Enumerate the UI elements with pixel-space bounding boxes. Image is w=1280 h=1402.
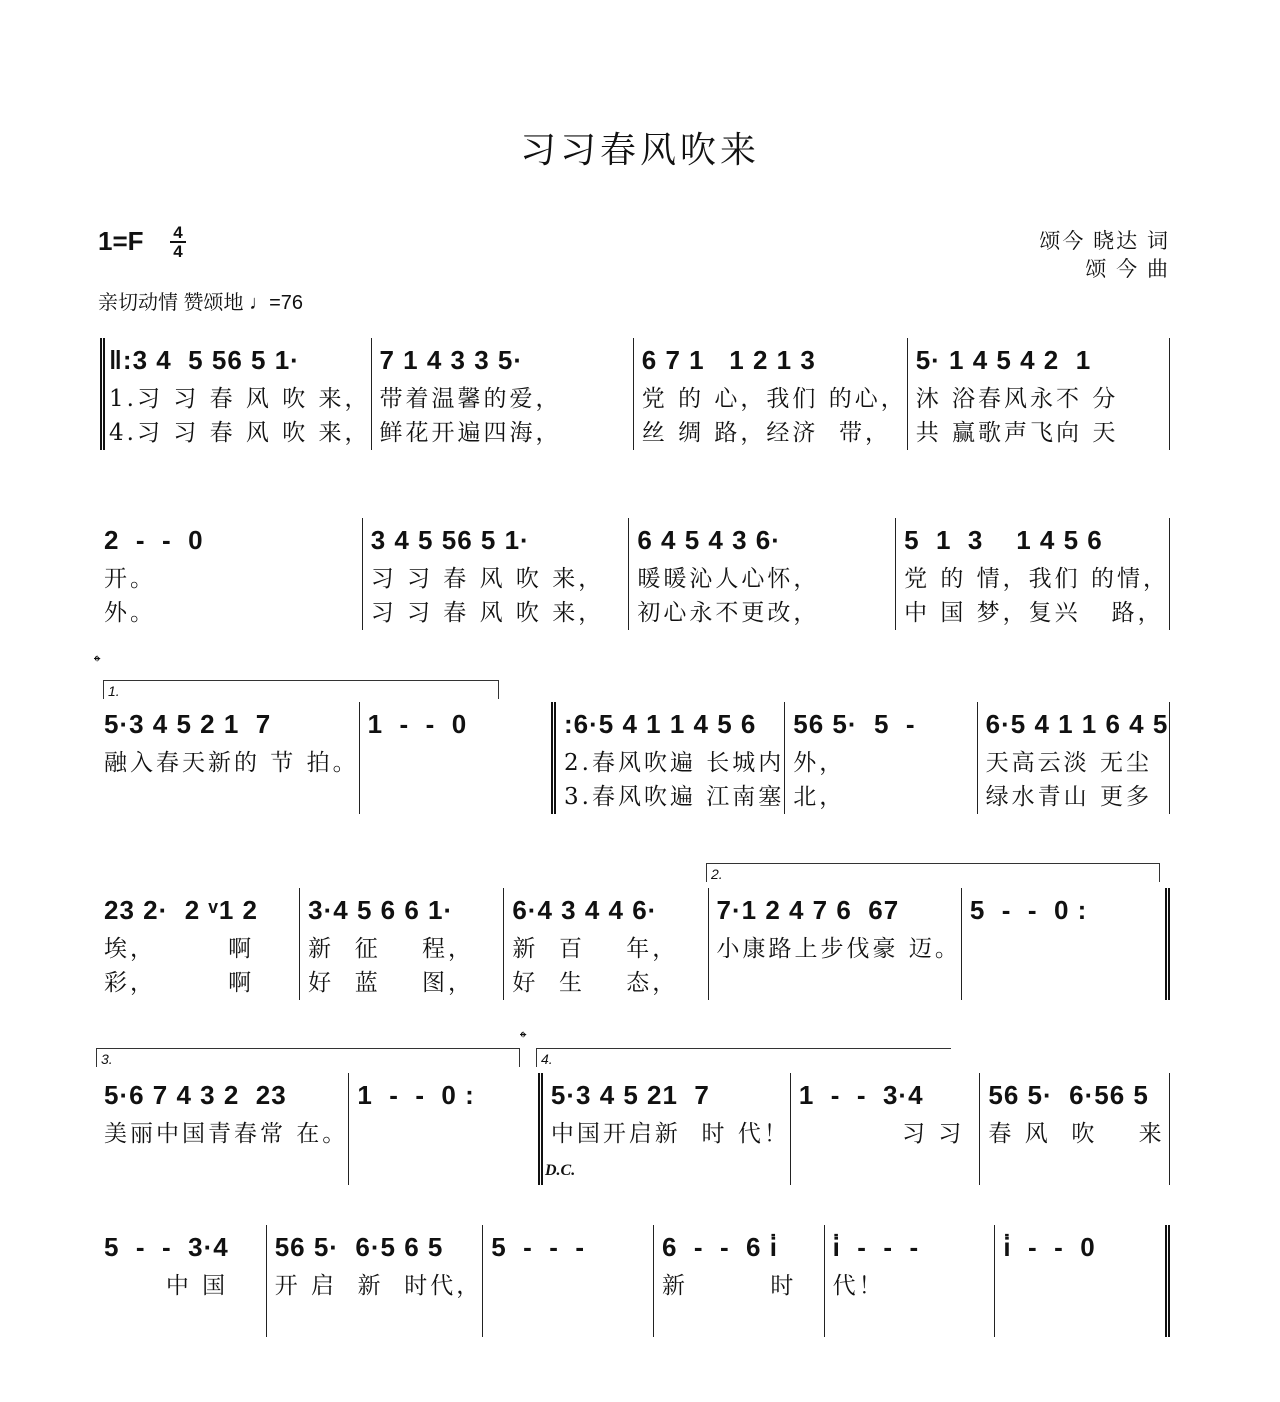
lyric-line-2: [717, 966, 961, 1000]
lyric-line-1: 新 百 年，: [512, 936, 679, 962]
score-system: [100, 518, 1170, 630]
measure: [503, 888, 707, 1000]
measure-notes: 3·4 5 6 6 1·: [308, 895, 454, 925]
lyric-line-1: 春 风 吹 来: [988, 1121, 1165, 1147]
measure: [100, 1073, 348, 1185]
measure: [628, 518, 895, 630]
measure: [359, 702, 551, 814]
measure-notes: 6 - - 6 i̇: [661, 1232, 778, 1262]
score-system: [100, 702, 1170, 814]
coda-sign-icon-2: 𝄌: [520, 1028, 527, 1048]
measure: [977, 702, 1170, 814]
volta-1: 1.: [103, 680, 499, 699]
measure-notes: 3 4 5 56 5 1·: [370, 525, 530, 555]
lyric-line-1: [1003, 1269, 1165, 1303]
lyric-line-1: 党 的 心，我们 的心，: [641, 386, 907, 412]
measure-notes: 1 - - 3·4: [798, 1080, 924, 1110]
measure-notes: 1 - - 0: [367, 709, 468, 739]
measure-notes: 23 2· 2 ᵛ1 2: [104, 895, 258, 925]
lyric-line-2: [662, 1303, 824, 1337]
lyric-line-2: 4.习 习 春 风 吹 来，: [109, 420, 371, 446]
measure: [790, 1073, 980, 1185]
measure: [100, 702, 359, 814]
measure-notes: 5·6 7 4 3 2 23: [104, 1080, 287, 1110]
lyric-line-1: 埃， 啊: [104, 936, 255, 962]
lyric-line-1: [970, 932, 1165, 966]
lyric-line-1: 暖暖沁人心怀，: [637, 566, 820, 592]
measure-notes: 56 5· 6·5 6 5: [274, 1232, 444, 1262]
lyric-line-1: 开 启 新 时代，: [274, 1273, 483, 1299]
measure-notes: 5 - - 0 :: [969, 895, 1088, 925]
measure: [784, 702, 976, 814]
score-system: [100, 1225, 1170, 1337]
measure-notes: 6 7 1 1 2 1 3: [641, 345, 816, 375]
credits: [1039, 228, 1170, 284]
da-capo-mark: D.C.: [545, 1162, 576, 1179]
key-signature: 1=F: [98, 226, 144, 256]
measure: [551, 702, 784, 814]
lyric-line-1: 小康路上步伐豪 迈。: [716, 936, 961, 962]
measure: [100, 1225, 266, 1337]
lyric-line-2: [551, 1151, 790, 1185]
measure-notes: 56 5· 6·56 5: [988, 1080, 1149, 1110]
measure-notes: 2 - - 0: [104, 525, 204, 555]
lyric-line-1: 外，: [793, 750, 846, 776]
measure-notes: 6 4 5 4 3 6·: [637, 525, 781, 555]
lyric-line-1: 美丽中国青春常 在。: [104, 1121, 349, 1147]
measure: [100, 888, 299, 1000]
measure: [895, 518, 1170, 630]
volta-3: 3.: [96, 1048, 520, 1067]
lyric-line-2: 绿水青山 更多: [985, 784, 1152, 810]
lyric-line-2: 外。: [104, 600, 156, 626]
measure: [371, 338, 633, 450]
lyric-line-2: 3.春风吹遍 江南塞: [564, 784, 785, 810]
lyric-line-2: 习 习 春 风 吹 来，: [370, 600, 605, 626]
lyric-line-2: [104, 1303, 266, 1337]
measure-notes: 5 - - -: [491, 1232, 586, 1262]
lyric-line-1: 代！: [832, 1273, 885, 1299]
measure-notes: 7·1 2 4 7 6 67: [716, 895, 900, 925]
lyric-line-2: [104, 1151, 348, 1185]
measure: [708, 888, 961, 1000]
lyric-line-1: 新 时: [661, 1273, 797, 1299]
measure: [266, 1225, 483, 1337]
lyric-line-2: [1003, 1303, 1165, 1337]
measure: [994, 1225, 1170, 1337]
score-system: [100, 1073, 1170, 1185]
lyric-line-2: 好 蓝 图，: [308, 970, 475, 996]
measure-notes: 6·4 3 4 4 6·: [512, 895, 658, 925]
lyric-line-1: 天高云淡 无尘: [985, 750, 1152, 776]
measure-notes: 7 1 4 3 3 5·: [379, 345, 524, 375]
meter-top: 4: [170, 224, 186, 243]
lyric-line-2: [368, 780, 551, 814]
lyric-line-2: [275, 1303, 483, 1337]
measure: [348, 1073, 538, 1185]
measure: [299, 888, 503, 1000]
lyric-line-2: [799, 1151, 980, 1185]
lyric-line-2: 丝 绸 路，经济 带，: [641, 420, 892, 446]
measure-notes: i̇ - - -: [832, 1232, 920, 1262]
lyric-line-2: [970, 966, 1165, 1000]
volta-2: 2.: [706, 863, 1160, 882]
lyric-line-2: [491, 1303, 653, 1337]
lyric-line-2: [988, 1151, 1169, 1185]
score-system: [100, 888, 1170, 1000]
measure: [961, 888, 1170, 1000]
lyric-line-1: [357, 1117, 538, 1151]
lyric-line-2: [833, 1303, 995, 1337]
lyric-line-2: 中 国 梦，复兴 路，: [904, 600, 1164, 626]
measure: [100, 518, 362, 630]
time-signature: [170, 224, 186, 260]
measure-notes: 5 1 3 1 4 5 6: [904, 525, 1103, 555]
measure: [362, 518, 629, 630]
measure-notes: i̇ - - 0: [1003, 1232, 1096, 1262]
measure: [653, 1225, 824, 1337]
lyric-line-1: 习 习: [798, 1121, 965, 1147]
lyric-line-1: 1.习 习 春 风 吹 来，: [109, 386, 371, 412]
composer-credit: 颂 今 曲: [1085, 258, 1170, 281]
measure-notes: 5 - - 3·4: [104, 1232, 229, 1262]
lyric-line-2: 北，: [793, 784, 846, 810]
coda-sign-icon: 𝄌: [94, 652, 101, 672]
lyric-line-2: 初心永不更改，: [637, 600, 820, 626]
song-title: 习习春风吹来: [519, 130, 760, 171]
volta-4: 4.: [536, 1048, 951, 1067]
lyric-line-1: 党 的 情，我们 的情，: [904, 566, 1169, 592]
measure: [100, 338, 371, 450]
lyric-line-2: 彩， 啊: [104, 970, 255, 996]
measure: [979, 1073, 1170, 1185]
tempo-marking: 亲切动情 赞颂地 ♩=76: [98, 292, 304, 314]
measure: [907, 338, 1170, 450]
lyric-line-2: 共 赢歌声飞向 天: [915, 420, 1119, 446]
measure-notes: :6·5 4 1 1 4 5 6: [564, 709, 757, 739]
measure-notes: 1 - - 0 :: [357, 1080, 475, 1110]
measure: [538, 1073, 790, 1185]
lyric-line-2: 鲜花开遍四海，: [379, 420, 562, 446]
lyric-line-1: 习 习 春 风 吹 来，: [370, 566, 605, 592]
measure: [633, 338, 907, 450]
measure-notes: 5·3 4 5 21 7: [550, 1080, 710, 1110]
lyricist-credit: 颂今 晓达 词: [1039, 230, 1170, 253]
measure-notes: 56 5· 5 -: [793, 709, 916, 739]
lyric-line-2: [104, 780, 359, 814]
lyric-line-1: 中国开启新 时 代！: [550, 1121, 790, 1147]
lyric-line-1: 沐 浴春风永不 分: [915, 386, 1119, 412]
lyric-line-1: 新 征 程，: [308, 936, 475, 962]
measure: [482, 1225, 653, 1337]
measure-notes: 5· 1 4 5 4 2 1: [915, 345, 1092, 375]
lyric-line-1: 2.春风吹遍 长城内: [564, 750, 785, 776]
measure-notes: ‖:3 4 5 56 5 1·: [109, 345, 300, 375]
lyric-line-1: 融入春天新的 节 拍。: [104, 750, 359, 776]
lyric-line-2: 好 生 态，: [512, 970, 679, 996]
score-system: [100, 338, 1170, 450]
lyric-line-1: 中 国: [104, 1273, 229, 1299]
measure-notes: 5·3 4 5 2 1 7: [104, 709, 272, 739]
lyric-line-1: 带着温馨的爱，: [379, 386, 562, 412]
lyric-line-1: [368, 746, 551, 780]
lyric-line-2: [357, 1151, 538, 1185]
measure-notes: 6·5 4 1 1 6 4 5: [985, 709, 1169, 739]
measure: [824, 1225, 995, 1337]
lyric-line-1: [491, 1269, 653, 1303]
lyric-line-1: 开。: [104, 566, 156, 592]
meter-bottom: 4: [173, 242, 183, 261]
